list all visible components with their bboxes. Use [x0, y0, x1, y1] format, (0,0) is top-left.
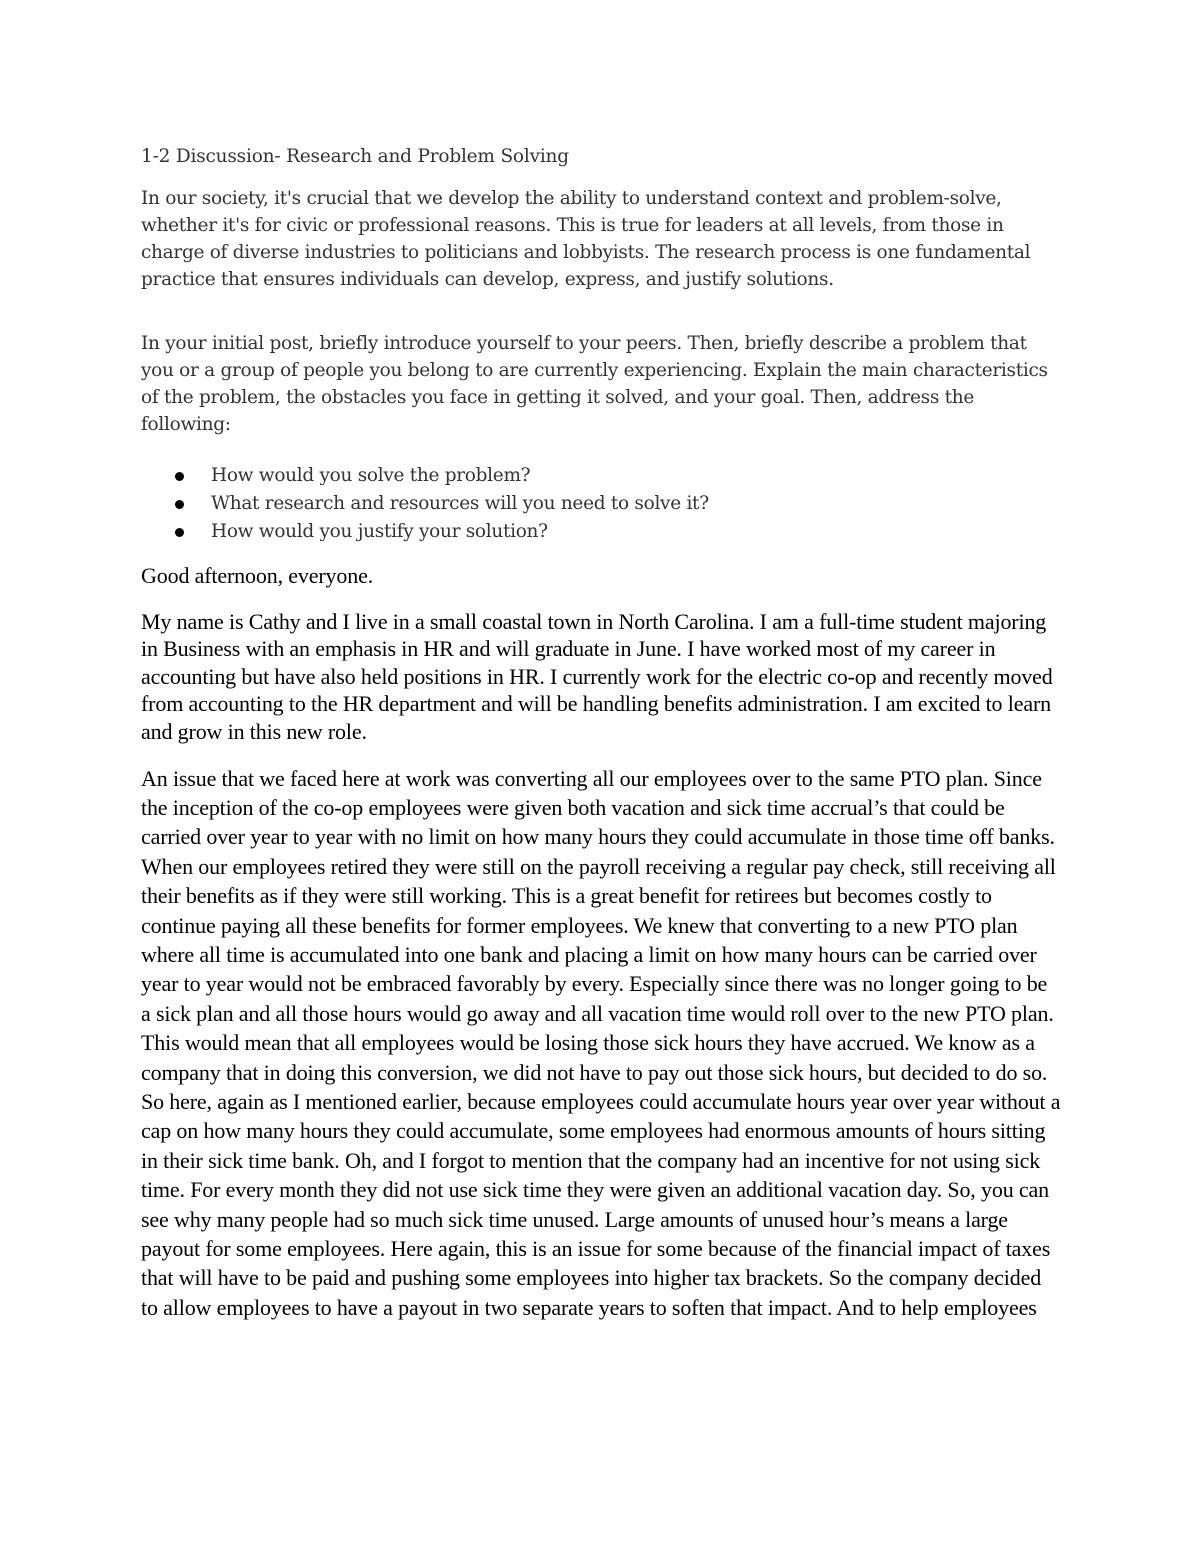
bullet-icon [175, 528, 184, 537]
prompt-paragraph-instructions: In your initial post, briefly introduce yourself to your peers. Then, briefly describe a problem that you or a group of people you belong to are currently experiencing. Explain the main characteristics of the problem, the obstacles you face in getting it solved, and your goal. Then, address the following: [141, 333, 1048, 435]
bullet-icon [175, 500, 184, 509]
issue-paragraph: An issue that we faced here at work was converting all our employees over to the same PTO plan. Since the inception of the co-op employees were given both vacation and sick time accrual’s that could be carried over year to year with no limit on how many hours they could accumulate in those time off banks. When our employees retired they were still on the payroll receiving a regular pay check, still receiving all their benefits as if they were still working. This is a great benefit for retirees but becomes costly to continue paying all these benefits for former employees. We knew that converting to a new PTO plan where all time is accumulated into one bank and placing a limit on how many hours can be carried over year to year would not be embraced favorably by every. Especially since there was no longer going to be a sick plan and all those hours would go away and all vacation time would roll over to the new PTO plan. This would mean that all employees would be losing those sick hours they have accrued. We know as a company that in doing this conversion, we did not have to pay out those sick hours, but decided to do so. So here, again as I mentioned earlier, because employees could accumulate hours year over year without a cap on how many hours they could accumulate, some employees had enormous amounts of hours sitting in their sick time bank. Oh, and I forgot to mention that the company had an incentive for not using sick time. For every month they did not use sick time they were given an additional vacation day. So, you can see why many people had so much sick time unused. Large amounts of unused hour’s means a large payout for some employees. Here again, this is an issue for some because of the financial impact of taxes that will have to be paid and pushing some employees into higher tax brackets. So the company decided to allow employees to have a payout in two separate years to soften that impact. And to help employees [141, 765, 1061, 1320]
question-text: How would you justify your solution? [211, 521, 548, 542]
document-title: 1-2 Discussion- Research and Problem Solving [141, 146, 569, 167]
question-text: How would you solve the problem? [211, 465, 531, 486]
question-item [211, 462, 1061, 490]
question-list [141, 462, 1061, 546]
question-text: What research and resources will you need to solve it? [211, 493, 709, 514]
question-item [211, 518, 1061, 546]
bullet-icon [175, 472, 184, 481]
intro-paragraph: My name is Cathy and I live in a small coastal town in North Carolina. I am a full-time student majoring in Business with an emphasis in HR and will graduate in June. I have worked most of my career in accounting but have also held positions in HR. I currently work for the electric co-op and recently moved from accounting to the HR department and will be handling benefits administration. I am excited to learn and grow in this new role. [141, 608, 1053, 744]
prompt-paragraph-context: In our society, it's crucial that we develop the ability to understand context and problem-solve, whether it's for civic or professional reasons. This is true for leaders at all levels, from those in charge of diverse industries to politicians and lobbyists. The research process is one fundamental practice that ensures individuals can develop, express, and justify solutions. [141, 188, 1031, 290]
document-content [141, 143, 1061, 1322]
greeting: Good afternoon, everyone. [141, 563, 374, 588]
question-item [211, 490, 1061, 518]
